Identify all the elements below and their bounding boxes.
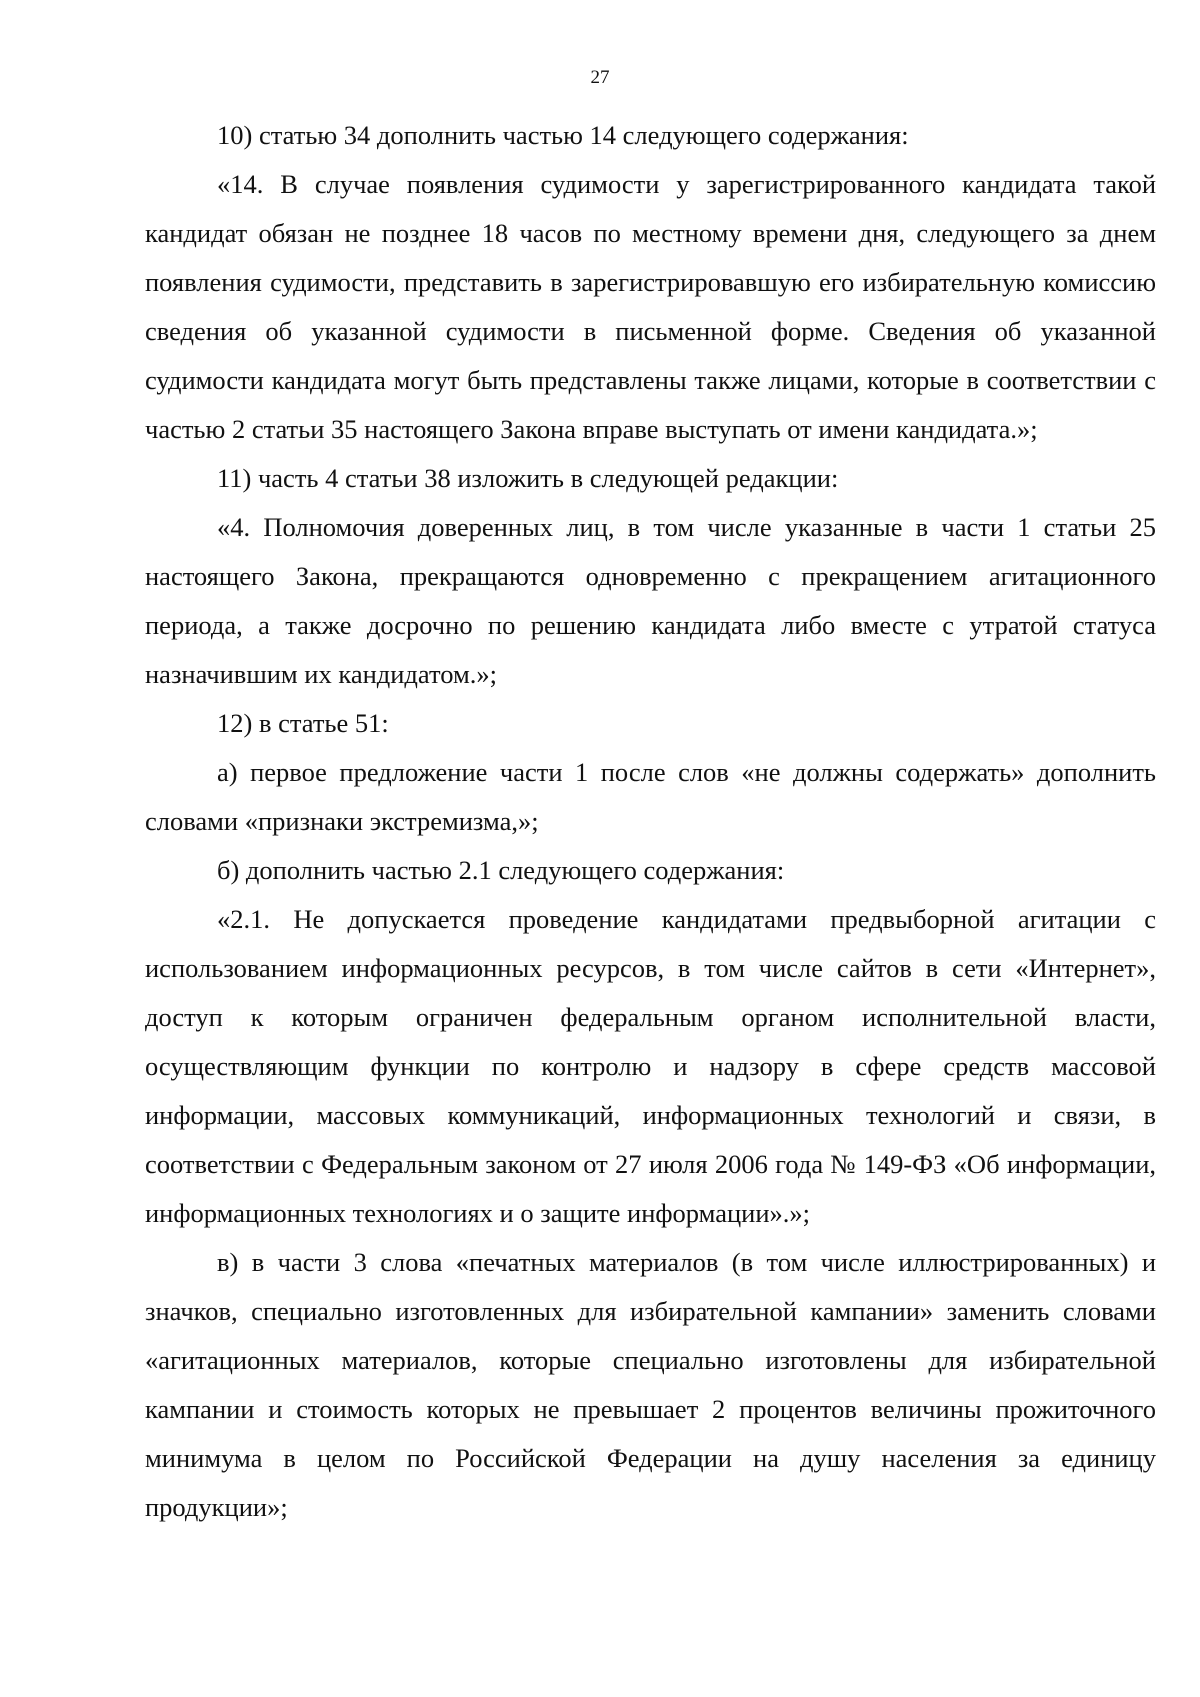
paragraph-item-10: 10) статью 34 дополнить частью 14 следующего содержания: — [217, 120, 909, 150]
paragraph-item-12: 12) в статье 51: — [217, 708, 389, 738]
paragraph-quote-part-4: «4. Полномочия доверенных лиц, в том числе указанные в части 1 статьи 25 настоящего Закона, прекращаются одновременно с прекращением агитационного периода, а также досрочно по решению кандидата либо вместе с утратой статуса назначившим их кандидатом.»; — [145, 512, 1156, 689]
document-body — [145, 111, 1156, 1532]
paragraph-item-11: 11) часть 4 статьи 38 изложить в следующей редакции: — [217, 463, 839, 493]
paragraph-subitem-v: в) в части 3 слова «печатных материалов (в том числе иллюстрированных) и значков, специально изготовленных для избирательной кампании» заменить словами «агитационных материалов, которые специально изготовлены для избирательной кампании и стоимость которых не превышает 2 процентов величины прожиточного минимума в целом по Российской Федерации на душу населения за единицу продукции»; — [145, 1247, 1156, 1522]
paragraph-subitem-a: а) первое предложение части 1 после слов «не должны содержать» дополнить словами «признаки экстремизма,»; — [145, 757, 1156, 836]
paragraph-subitem-b: б) дополнить частью 2.1 следующего содержания: — [217, 855, 785, 885]
paragraph-quote-part-2-1: «2.1. Не допускается проведение кандидатами предвыборной агитации с использованием информационных ресурсов, в том числе сайтов в сети «Интернет», доступ к которым ограничен федеральным органом исполнительной власти, осуществляющим функции по контролю и надзору в сфере средств массовой информации, массовых коммуникаций, информационных технологий и связи, в соответствии с Федеральным законом от 27 июля 2006 года № 149-ФЗ «Об информации, информационных технологиях и о защите информации».»; — [145, 904, 1156, 1228]
page-number: 27 — [590, 67, 610, 88]
paragraph-quote-part-14: «14. В случае появления судимости у зарегистрированного кандидата такой кандидат обязан не позднее 18 часов по местному времени дня, следующего за днем появления судимости, представить в зарегистрировавшую его избирательную комиссию сведения об указанной судимости в письменной форме. Сведения об указанной судимости кандидата могут быть представлены также лицами, которые в соответствии с частью 2 статьи 35 настоящего Закона вправе выступать от имени кандидата.»; — [145, 169, 1156, 444]
